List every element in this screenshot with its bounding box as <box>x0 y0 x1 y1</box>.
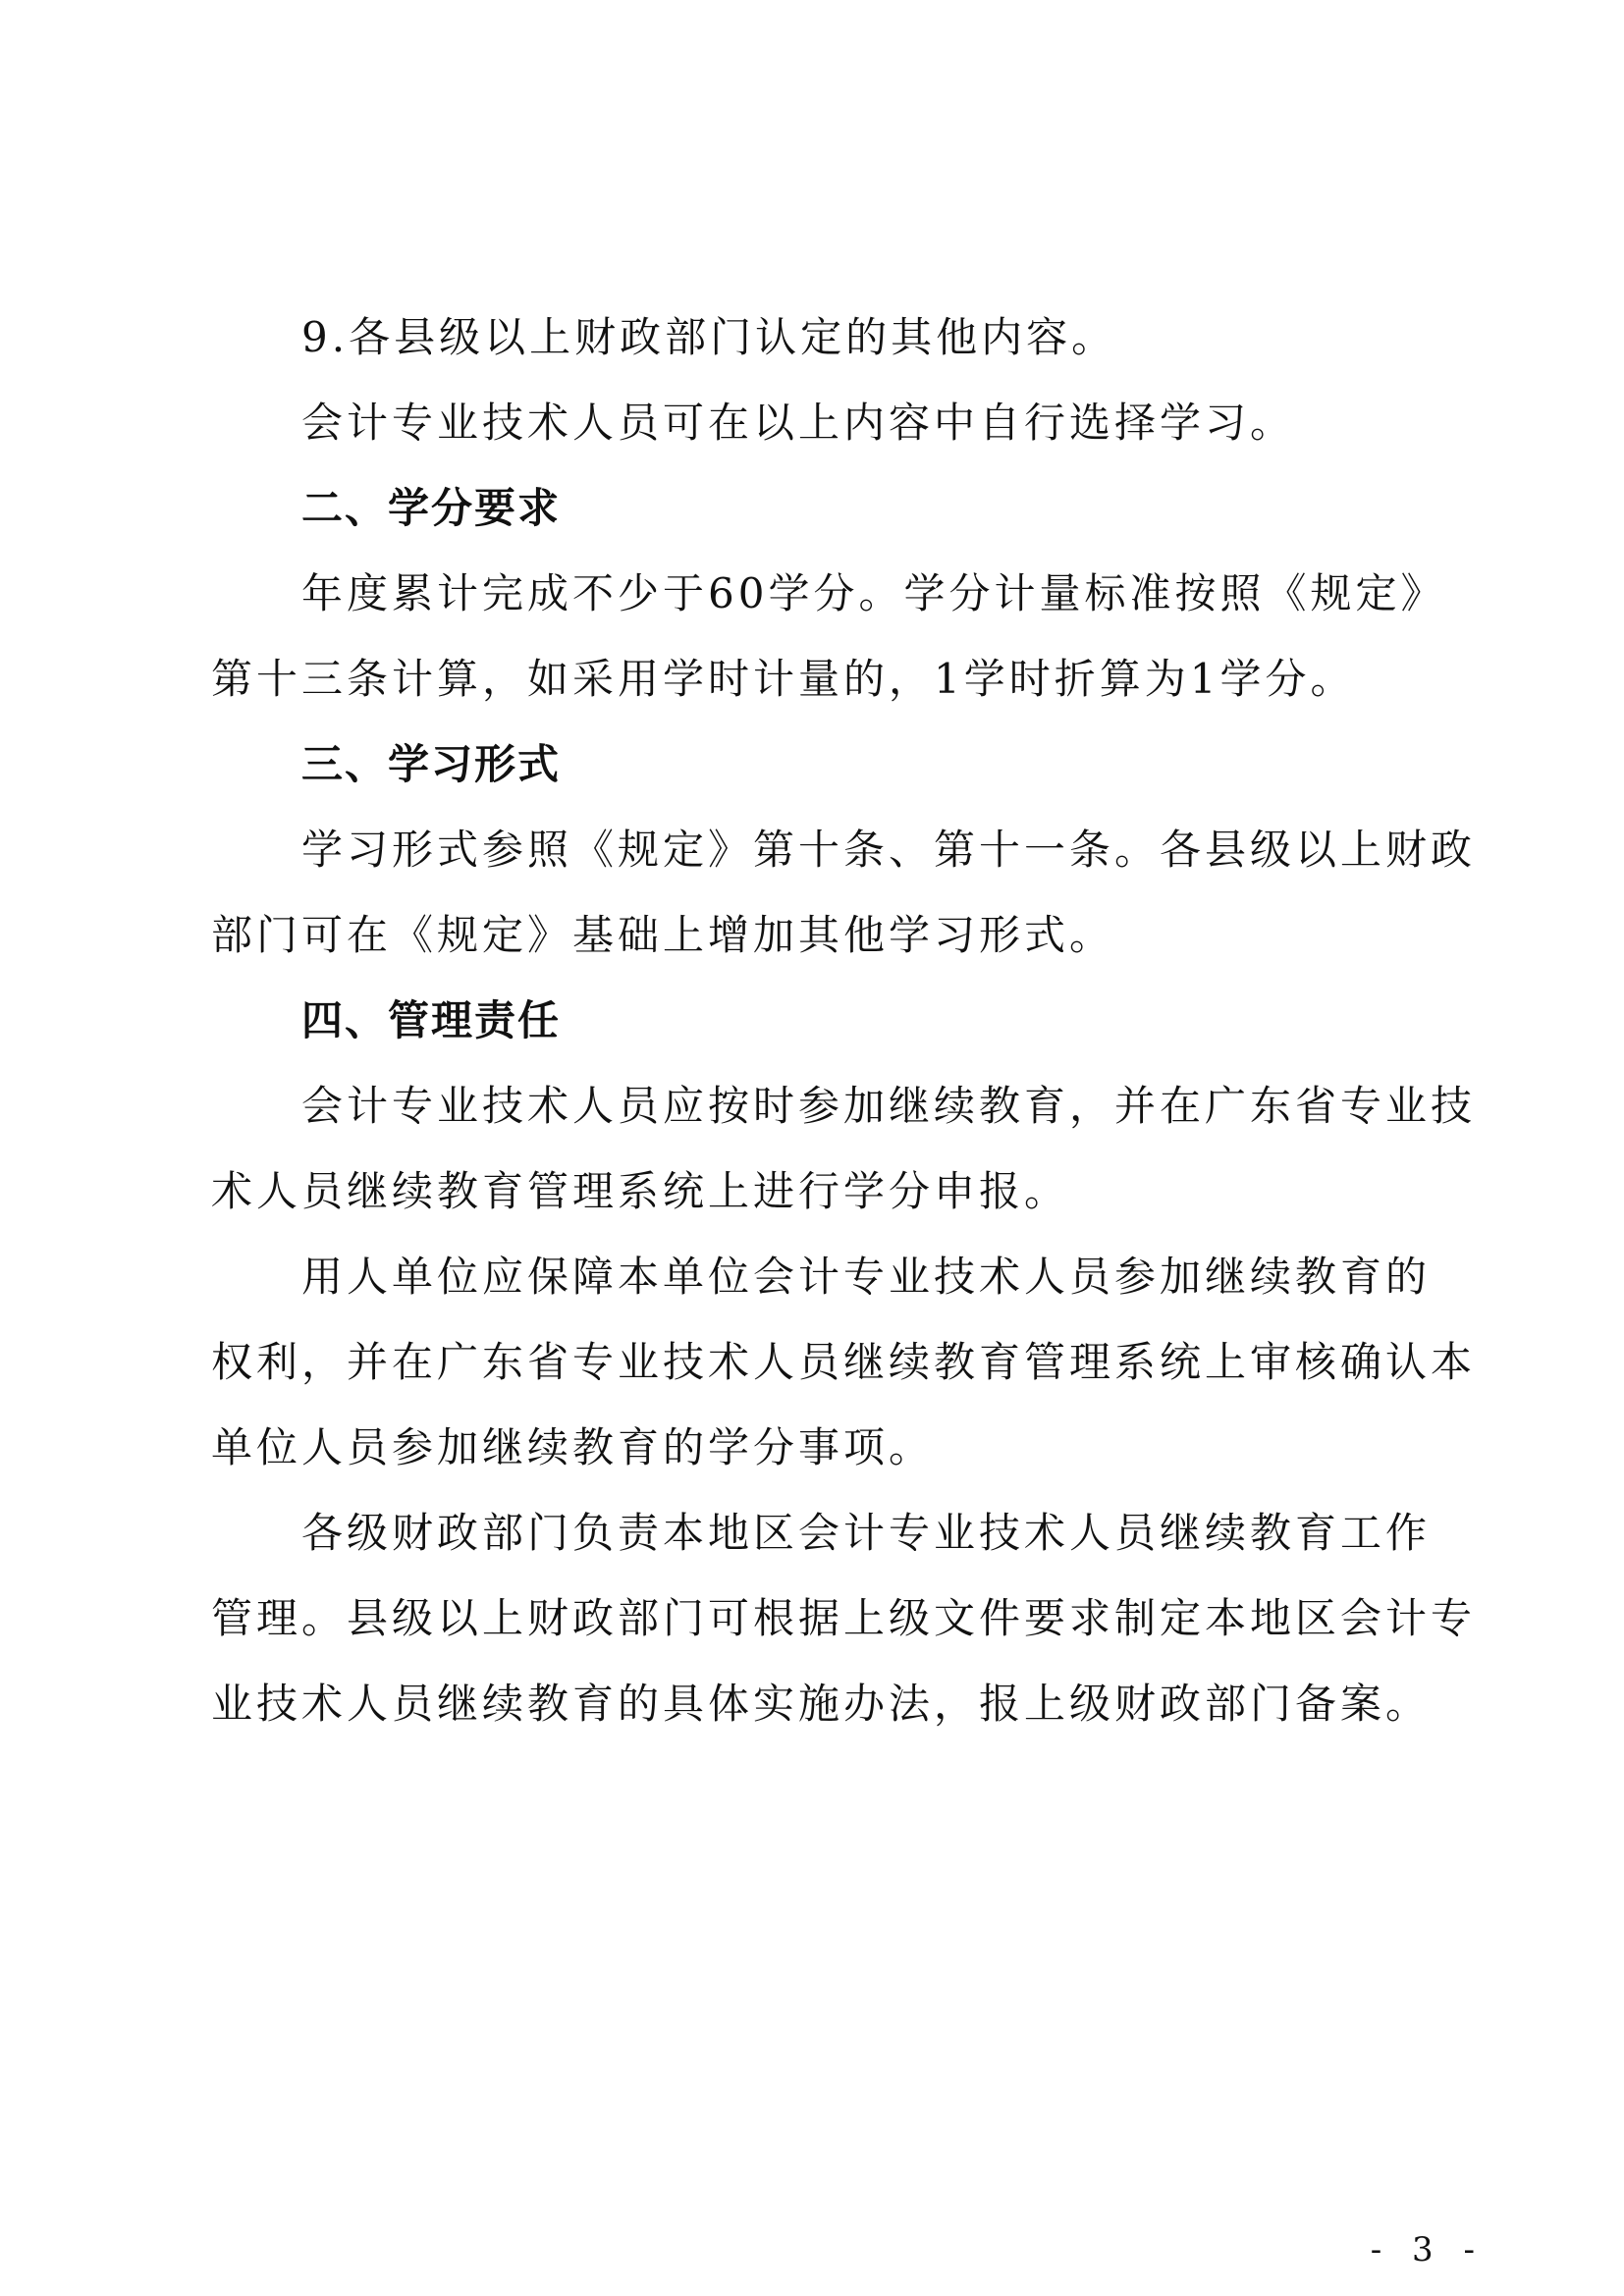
paragraph-finance-dept-line-3: 业技术人员继续教育的具体实施办法，报上级财政部门备案。 <box>211 1680 1432 1728</box>
section-heading-credit-requirements: 二、学分要求 <box>301 484 562 532</box>
paragraph-self-selection: 会计专业技术人员可在以上内容中自行选择学习。 <box>301 399 1296 447</box>
paragraph-accountant-line-1: 会计专业技术人员应按时参加继续教育，并在广东省专业技 <box>301 1082 1477 1130</box>
paragraph-forms-line-1: 学习形式参照《规定》第十条、第十一条。各县级以上财政 <box>301 826 1477 874</box>
paragraph-employer-line-1: 用人单位应保障本单位会计专业技术人员参加继续教育的 <box>301 1253 1432 1301</box>
paragraph-forms-line-2: 部门可在《规定》基础上增加其他学习形式。 <box>211 911 1115 959</box>
section-heading-learning-forms: 三、学习形式 <box>301 740 562 788</box>
page-number: - 3 - <box>1370 2230 1485 2269</box>
paragraph-credit-line-1: 年度累计完成不少于60学分。学分计量标准按照《规定》 <box>301 569 1446 617</box>
document-body <box>211 294 1477 1746</box>
paragraph-employer-line-2: 权利，并在广东省专业技术人员继续教育管理系统上审核确认本 <box>211 1338 1477 1386</box>
paragraph-employer-line-3: 单位人员参加继续教育的学分事项。 <box>211 1423 935 1471</box>
list-item-9: 9.各县级以上财政部门认定的其他内容。 <box>301 313 1117 361</box>
paragraph-accountant-line-2: 术人员继续教育管理系统上进行学分申报。 <box>211 1167 1070 1215</box>
paragraph-finance-dept-line-1: 各级财政部门负责本地区会计专业技术人员继续教育工作 <box>301 1509 1432 1557</box>
paragraph-credit-line-2: 第十三条计算，如采用学时计量的，1学时折算为1学分。 <box>211 655 1356 703</box>
paragraph-finance-dept-line-2: 管理。县级以上财政部门可根据上级文件要求制定本地区会计专 <box>211 1594 1477 1642</box>
section-heading-management-responsibility: 四、管理责任 <box>301 996 562 1044</box>
